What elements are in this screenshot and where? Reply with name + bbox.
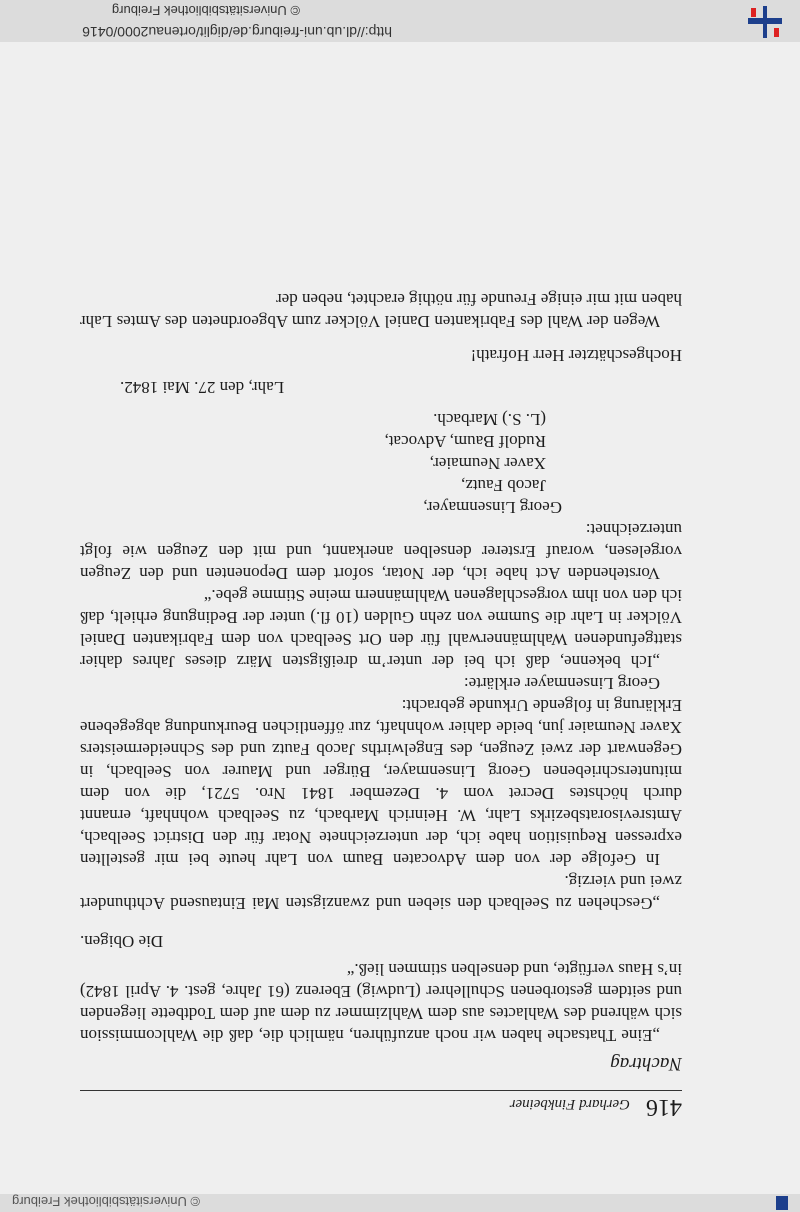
page-number: 416 [646,1094,682,1120]
permalink-url[interactable]: http://dl.ub.uni-freiburg.de/diglit/ortenau2000/0416 [82,24,392,40]
page-content [80,288,682,1120]
paragraph: „Geschehen zu Seelbach den sieben und zwanzigsten Mai Eintausend Achthundert zwei und vierzig. [80,872,682,913]
signature-line: Georg Linsenmayer, [423,498,562,517]
paragraph: Wegen der Wahl des Fabrikanten Daniel Völcker zum Abgeordneten des Amtes Lahr haben mit mir einige Freunde für nöthig erachtet, neben der [80,290,682,331]
running-header [80,1090,682,1120]
logo-mark-icon [776,1196,788,1210]
copyright-text: © Universitätsbibliothek Freiburg [111,3,300,18]
signature-line: (L. S.) Marbach. [433,410,546,429]
paragraph: Vorstehenden Act habe ich, der Notar, sofort dem Deponenten und den Zeugen vorgelesen, worauf Ersterer denselben anerkannt, und mit den Zeugen wie folgt unterzeichnet: [80,520,682,583]
paragraph: „Eine Thatsache haben wir noch anzuführen, nämlich die, daß die Wahlcommission sich während des Wahlactes aus dem Wahlzimmer zu dem auf dem Todtbette liegenden und seitdem gestorbenen Schullehrer (Ludwig) Eberenz (61 Jahre, gest. 4. April 1842) in’s Haus verfügte, und denselben stimmen ließ.“ [80,960,682,1045]
signature-line: Xaver Neumaier, [429,454,546,473]
strip-copyright: © Universitätsbibliothek Freiburg [12,1194,201,1209]
running-author: Gerhard Finkbeiner [509,1096,630,1112]
letter-salutation: Hochgeschätzter Herr Hofrath! [470,346,682,365]
paragraph: In Gefolge der von dem Advocaten Baum von Lahr heute bei mir gestellten expressen Requisition habe ich, der unterzeichnete Notar für den District Seelbach, Amtsrevisoratsbezirks Lahr, W. Heinrich Marbach, zu Seelbach wohnhaft, ernannt durch höchstes Decret vom 4. Dezember 1841 Nro. 5721, die von dem mitunterschriebenen Georg Linsenmayer, Bürger und Maurer von Seelbach, in Gegenwart der zwei Zeugen, des Engelwirths Jacob Fautz und des Schneidermeisters Xaver Neumaier jun, beide dahier wohnhaft, zur öffentlichen Beurkundung abgegebene Erklärung in folgende Urkunde gebracht: [80,696,682,869]
section-title: Nachtrag [610,1053,682,1074]
bottom-strip [0,1194,800,1212]
paragraph-signoff: Die Obigen. [80,932,164,951]
letter-date: Lahr, den 27. Mai 1842. [120,378,285,397]
paragraph: „Ich bekenne, daß ich bei der unter’m dreißigsten März dieses Jahres dahier stattgefundenen Wahlmännerwahl für den Ort Seelbach von dem Fabrikanten Daniel Völcker in Lahr die Summe von zehn Gulden (10 fl.) unter der Bedingung erhielt, daß ich den von ihm vorgeschlagenen Wahlmännern meine Stimme gebe.“ [80,586,682,671]
paragraph: Georg Linsenmayer erklärte: [463,674,660,693]
signature-line: Jacob Fautz, [461,476,546,495]
signature-block [80,408,682,518]
signature-line: Rudolf Baum, Advocat, [384,432,546,451]
